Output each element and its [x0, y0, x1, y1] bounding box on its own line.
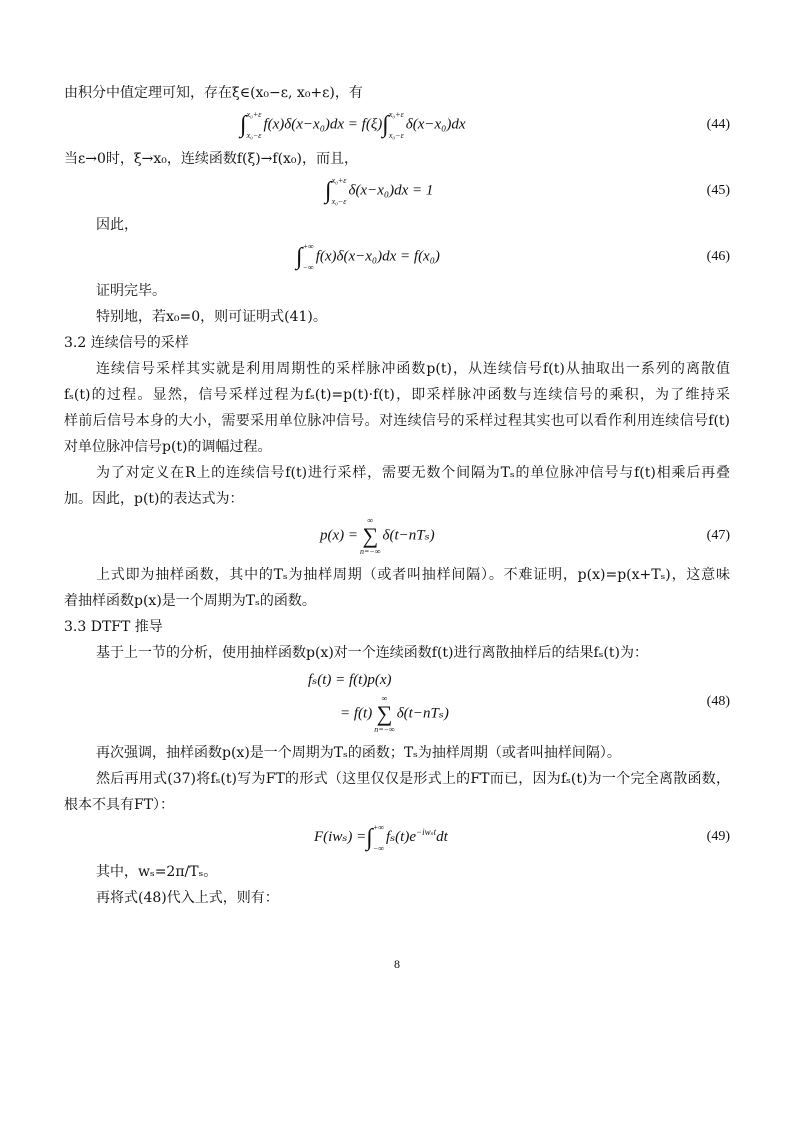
upper-limit: +∞: [372, 822, 384, 832]
upper-limit: x₀+ε: [331, 176, 347, 185]
equation-body: dt: [436, 829, 448, 845]
paragraph-line: 根本不具有FT）：: [64, 797, 175, 813]
lower-limit: n=−∞: [374, 725, 395, 734]
paragraph-line: 因此，: [96, 217, 138, 233]
integral-sign: ∫: [240, 112, 247, 138]
equation-lhs: = f(t): [340, 705, 373, 722]
paragraph-line: 着抽样函数p(x)是一个周期为Tₛ的函数。: [64, 593, 316, 609]
equation-row: [64, 670, 730, 734]
equation-row: [64, 822, 730, 853]
integral-sign: ∫: [382, 112, 389, 138]
equation-lhs: F(iwₛ) =: [314, 829, 367, 845]
equation-row: [64, 176, 730, 206]
equation-row: [64, 110, 730, 140]
equation-row: [64, 516, 730, 556]
equation-number: (44): [706, 117, 730, 132]
lower-limit: −∞: [372, 843, 384, 853]
lower-limit: n=−∞: [360, 547, 381, 556]
paragraph-line: 特别地，若x₀=0，则可证明式(41)。: [96, 309, 327, 325]
equation-line: fₛ(t) = f(t)p(x): [308, 672, 392, 688]
equation-body: fₛ(t)e: [385, 829, 416, 845]
paragraph-line: 其中，wₛ=2π/Tₛ。: [96, 863, 218, 880]
paragraph-line: 样前后信号本身的大小，需要采用单位脉冲信号。对连续信号的采样过程其实也可以看作利用连续信号f(t): [64, 413, 730, 429]
equation-49: [314, 822, 448, 853]
paragraph-line: fₛ(t)的过程。显然，信号采样过程为fₛ(t)=p(t)·f(t)，即采样脉冲函数与连续信号的乘积，为了维持采: [64, 387, 730, 403]
paragraph-line: 当ε→0时，ξ→x₀，连续函数f(ξ)→f(x₀)，而且，: [64, 151, 358, 167]
lower-limit: x₀−ε: [331, 197, 347, 206]
integral-sign: ∫: [325, 178, 332, 204]
equation-body: δ(t−nTₛ): [396, 705, 449, 722]
integral-sign: ∫: [296, 244, 303, 270]
lower-limit: x₀−ε: [388, 131, 404, 140]
equation-body: f(x)δ(x−x₀)dx = f(ξ): [263, 116, 383, 133]
equation-47: [320, 516, 435, 556]
equation-body: δ(x−x₀)dx: [405, 116, 466, 133]
section-heading: 3.2 连续信号的采样: [64, 335, 189, 351]
paragraph-line: 上式即为抽样函数，其中的Tₛ为抽样周期（或者叫抽样间隔）。不难证明，p(x)=p(x+Tₛ)，这意味: [96, 567, 730, 583]
paragraph-line: 对单位脉冲信号p(t)的调幅过程。: [64, 439, 272, 455]
paragraph-line: 然后再用式(37)将fₛ(t)写为FT的形式（这里仅仅是形式上的FT而已，因为fₛ(t)为一个完全离散函数，: [96, 771, 730, 787]
equation-44: [240, 110, 466, 140]
lower-limit: x₀−ε: [246, 131, 262, 140]
equation-46: [296, 242, 440, 272]
paragraph-line: 连续信号采样其实就是利用周期性的采样脉冲函数p(t)，从连续信号f(t)从抽取出一系列的离散值: [96, 361, 730, 377]
equation-line: [340, 694, 449, 734]
equation-lhs: p(x) =: [320, 527, 359, 544]
equation-body: f(x)δ(x−x₀)dx = f(x₀): [315, 248, 440, 265]
equation-number: (46): [706, 249, 730, 264]
paragraph-line: 证明完毕。: [96, 283, 166, 299]
equation-48: [308, 670, 449, 734]
upper-limit: +∞: [302, 242, 314, 251]
paragraph-line: 加。因此，p(t)的表达式为：: [64, 491, 244, 507]
upper-limit: ∞: [367, 516, 374, 525]
equation-45: [325, 176, 433, 206]
lower-limit: −∞: [302, 263, 314, 272]
equation-number: (49): [706, 829, 730, 845]
equation-body: δ(t−nTₛ): [382, 527, 435, 544]
paragraph-line: 再将式(48)代入上式，则有：: [96, 889, 279, 906]
equation-number: (48): [706, 694, 730, 709]
summation-sign: ∑: [376, 701, 393, 726]
equation-number: (47): [706, 528, 730, 543]
upper-limit: ∞: [381, 694, 388, 703]
upper-limit: x₀+ε: [388, 110, 404, 119]
paragraph-line: 再次强调，抽样函数p(x)是一个周期为Tₛ的函数；Tₛ为抽样周期（或者叫抽样间隔）。: [96, 745, 621, 761]
integral-sign: ∫: [366, 824, 373, 851]
paragraph-line: 为了对定义在R上的连续信号f(t)进行采样，需要无数个间隔为Tₛ的单位脉冲信号与f(t)相乘后再叠: [96, 465, 730, 481]
upper-limit: x₀+ε: [246, 110, 262, 119]
section-heading: 3.3 DTFT 推导: [64, 619, 163, 635]
exponent: −iwₛt: [416, 827, 437, 837]
page-number: 8: [394, 956, 400, 971]
equation-row: [64, 242, 730, 272]
summation-sign: ∑: [362, 523, 379, 548]
equation-body: δ(x−x₀)dx = 1: [348, 182, 434, 199]
equation-number: (45): [706, 183, 730, 198]
paragraph-line: 由积分中值定理可知，存在ξ∈(x₀−ε, x₀+ε)，有: [64, 85, 363, 101]
paragraph-line: 基于上一节的分析，使用抽样函数p(x)对一个连续函数f(t)进行离散抽样后的结果fₛ(t)为：: [96, 645, 648, 661]
